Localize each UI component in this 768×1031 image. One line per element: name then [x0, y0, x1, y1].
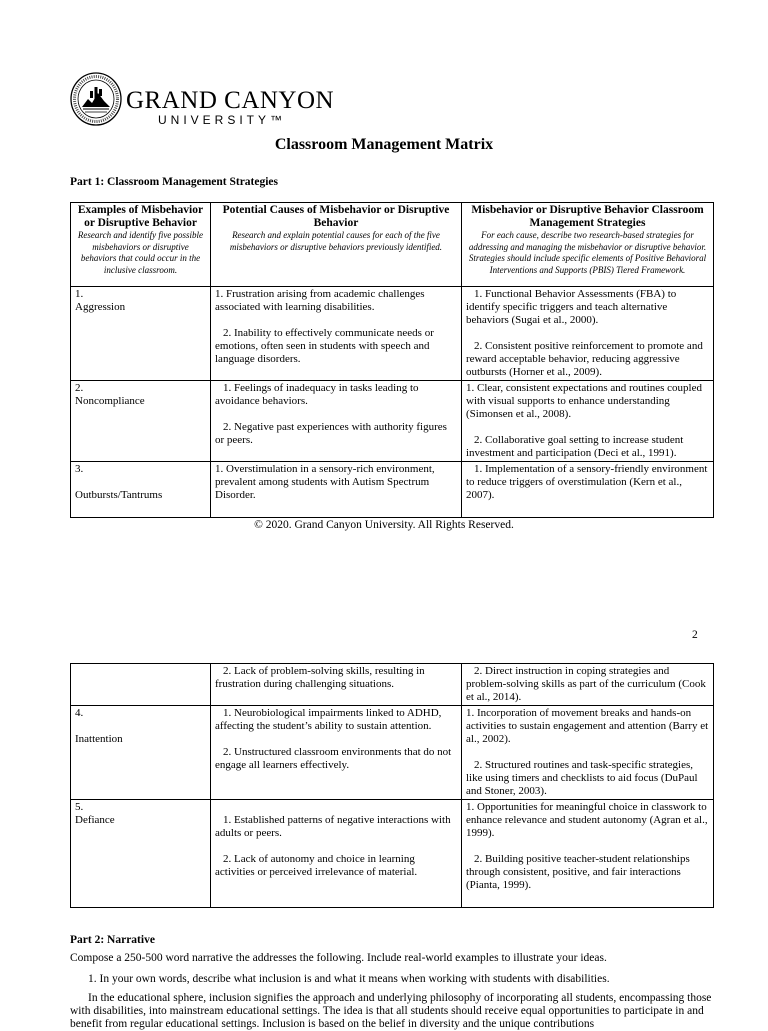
- causes-cell: [211, 706, 462, 800]
- strategies-cell: [462, 287, 714, 381]
- logo-wordmark: GRAND CANYON: [126, 87, 335, 114]
- table-row: [71, 664, 714, 706]
- copyright-notice: © 2020. Grand Canyon University. All Rights Reserved.: [254, 519, 514, 531]
- header-title: Examples of Misbehavior or Disruptive Behavior: [77, 204, 204, 229]
- causes-cell: [211, 462, 462, 518]
- table-row: [71, 706, 714, 800]
- causes-cell: [211, 800, 462, 908]
- behavior-label: Noncompliance: [75, 395, 145, 407]
- strategy-text: 2. Consistent positive reinforcement to promote and reward acceptable behavior, reducing aggressive outbursts (Horner et al., 2009).: [466, 340, 703, 378]
- header-subtitle: For each cause, describe two research-based strategies for addressing and managing the misbehavior or disruptive behavior. Strategies should include specific elements of Positive Behavioral Interventions and Supports (PBIS) Tiered Framework.: [468, 230, 707, 275]
- row-number: 5.: [75, 801, 84, 813]
- row-number: 1.: [75, 288, 84, 300]
- university-seal-icon: [69, 71, 123, 127]
- strategy-text: 2. Collaborative goal setting to increase student investment and participation (Deci et al., 1991).: [466, 434, 684, 459]
- cause-text: 2. Inability to effectively communicate needs or emotions, often seen in students with speech and language disorders.: [215, 327, 434, 365]
- strategy-text: 2. Direct instruction in coping strategies and problem-solving skills as part of the curriculum (Cook et al., 2014).: [466, 665, 706, 703]
- table-row: [71, 462, 714, 518]
- cause-text: 1. Neurobiological impairments linked to ADHD, affecting the student’s ability to sustain attention.: [215, 707, 442, 732]
- strategy-text: 1. Incorporation of movement breaks and hands-on activities to sustain engagement and attention (Barry et al., 2002).: [466, 707, 709, 745]
- logo-subtitle: UNIVERSITY™: [158, 113, 287, 127]
- cause-text: 2. Lack of autonomy and choice in learning activities or perceived irrelevance of material.: [215, 853, 418, 878]
- behavior-label: Aggression: [75, 301, 126, 313]
- behavior-cell: [71, 664, 211, 706]
- cause-text: 1. Overstimulation in a sensory-rich environment, prevalent among students with Autism Spectrum Disorder.: [215, 463, 435, 501]
- behavior-cell: [71, 462, 211, 518]
- header-cell: [211, 203, 462, 287]
- strategies-cell: [462, 664, 714, 706]
- narrative-paragraph: In the educational sphere, inclusion signifies the approach and underlying philosophy of incorporating all students, encompassing those with disabilities, into mainstream educational settings. The idea is that all students should receive equal opportunities to participate in and benefit from regular educational settings. Inclusion is based on the belief in diversity and the unique contributions: [70, 992, 712, 1030]
- behavior-cell: [71, 706, 211, 800]
- cause-text: 1. Feelings of inadequacy in tasks leading to avoidance behaviors.: [215, 382, 419, 407]
- strategy-text: 2. Structured routines and task-specific strategies, like using timers and checklists to aid focus (DuPaul and Stoner, 2003).: [466, 759, 698, 797]
- row-number: 4.: [75, 707, 84, 719]
- causes-cell: [211, 287, 462, 381]
- header-cell: [71, 203, 211, 287]
- behavior-label: Defiance: [75, 814, 115, 826]
- matrix-table: [70, 202, 714, 518]
- part1-heading: Part 1: Classroom Management Strategies: [70, 176, 279, 188]
- strategy-text: 1. Functional Behavior Assessments (FBA) to identify specific triggers and teach alternative behaviors (Sugai et al., 2000).: [466, 288, 677, 326]
- header-cell: [462, 203, 714, 287]
- strategies-cell: [462, 381, 714, 462]
- part2-heading: Part 2: Narrative: [70, 934, 155, 946]
- strategy-text: 2. Building positive teacher-student relationships through consistent, positive, and fair interactions (Pianta, 1999).: [466, 853, 690, 891]
- strategy-text: 1. Clear, consistent expectations and routines coupled with visual supports to enhance understanding (Simonsen et al., 2008).: [466, 382, 702, 420]
- cause-text: 2. Lack of problem-solving skills, resulting in frustration during challenging situations.: [215, 665, 425, 690]
- behavior-cell: [71, 800, 211, 908]
- university-logo: [69, 71, 335, 127]
- header-title: Potential Causes of Misbehavior or Disruptive Behavior: [222, 204, 450, 229]
- table-row: [71, 800, 714, 908]
- causes-cell: [211, 664, 462, 706]
- cause-text: 2. Negative past experiences with authority figures or peers.: [215, 421, 447, 446]
- table-header-row: [71, 203, 714, 287]
- strategies-cell: [462, 706, 714, 800]
- header-subtitle: Research and explain potential causes for each of the five misbehaviors or disruptive behaviors previously identified.: [229, 230, 443, 252]
- document-title: Classroom Management Matrix: [274, 136, 494, 153]
- row-number: 2.: [75, 382, 84, 394]
- strategies-cell: [462, 462, 714, 518]
- strategies-cell: [462, 800, 714, 908]
- matrix-table-continued: [70, 663, 714, 908]
- cause-text: 1. Frustration arising from academic challenges associated with learning disabilities.: [215, 288, 425, 313]
- causes-cell: [211, 381, 462, 462]
- cause-text: 2. Unstructured classroom environments that do not engage all learners effectively.: [215, 746, 452, 771]
- table-row: [71, 381, 714, 462]
- table-row: [71, 287, 714, 381]
- cause-text: 1. Established patterns of negative interactions with adults or peers.: [215, 814, 451, 839]
- behavior-cell: [71, 287, 211, 381]
- strategy-text: 1. Opportunities for meaningful choice in classwork to enhance relevance and student autonomy (Agran et al., 1999).: [466, 801, 708, 839]
- question-1: 1. In your own words, describe what inclusion is and what it means when working with students with disabilities.: [88, 973, 610, 985]
- behavior-cell: [71, 381, 211, 462]
- row-number: 3.: [75, 463, 84, 475]
- page-number: 2: [692, 629, 698, 641]
- part2-instruction: Compose a 250-500 word narrative the addresses the following. Include real-world examples to illustrate your ideas.: [70, 952, 607, 964]
- header-subtitle: Research and identify five possible misbehaviors or disruptive behaviors that could occur in the inclusive classroom.: [77, 230, 204, 275]
- strategy-text: 1. Implementation of a sensory-friendly environment to reduce triggers of overstimulation (Kern et al., 2007).: [466, 463, 708, 501]
- behavior-label: Inattention: [75, 733, 123, 745]
- header-title: Misbehavior or Disruptive Behavior Classroom Management Strategies: [471, 204, 704, 229]
- behavior-label: Outbursts/Tantrums: [75, 489, 163, 501]
